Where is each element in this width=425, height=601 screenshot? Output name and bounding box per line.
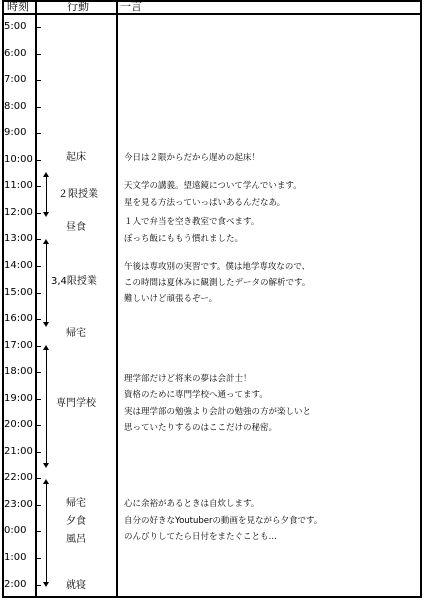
comment-periods-3-4-line: この時間は夏休みに観測したデータの解析です。 xyxy=(124,278,311,288)
comment-second-period-line: 星を見る方法っていっぱいあるんだなあ。 xyxy=(124,198,286,208)
comment-vocational-school-line: 思っていたりするのはここだけの秘密。 xyxy=(124,423,278,433)
activity-bath: 風呂 xyxy=(66,534,86,545)
time-label: 1:00 xyxy=(4,552,27,563)
time-label: 15:00 xyxy=(4,287,33,298)
time-label: 16:00 xyxy=(4,313,33,324)
time-label: 9:00 xyxy=(4,127,27,138)
duration-arrow-vocational-school xyxy=(46,349,47,464)
comment-periods-3-4-line: 難しいけど頑張るぞー。 xyxy=(124,294,218,304)
time-tick xyxy=(35,186,41,187)
comment-lunch-line: ぼっち飯にももう慣れました。 xyxy=(124,234,244,244)
time-tick xyxy=(35,585,41,586)
time-label: 7:00 xyxy=(4,74,27,85)
time-label: 6:00 xyxy=(4,48,27,59)
comment-evening-line: 自分の好きなYoutuberの動画を見ながら夕食です。 xyxy=(124,516,323,526)
comment-vocational-school-line: 実は理学部の勉強より会計の勉強の方が楽しいと xyxy=(124,407,312,417)
activity-return-home: 帰宅 xyxy=(66,498,86,509)
time-tick xyxy=(35,293,41,294)
time-label: 20:00 xyxy=(4,419,33,430)
column-divider-time xyxy=(35,0,37,598)
time-label: 22:00 xyxy=(4,472,33,483)
time-tick xyxy=(35,319,41,320)
time-label: 14:00 xyxy=(4,260,33,271)
activity-lunch: 昼食 xyxy=(66,222,86,233)
duration-arrow-evening xyxy=(46,483,47,583)
activity-vocational-school: 専門学校 xyxy=(56,398,96,409)
comment-second-period-line: 天文学の講義。望遠鏡について学んでいます。 xyxy=(124,181,302,191)
time-tick xyxy=(35,54,41,55)
time-label: 12:00 xyxy=(4,207,33,218)
header-divider xyxy=(2,13,422,15)
activity-go-home: 帰宅 xyxy=(66,328,86,339)
time-label: 0:00 xyxy=(4,525,27,536)
time-label: 23:00 xyxy=(4,499,33,510)
comment-wake-line: 今日は２限からだから遅めの起床！ xyxy=(124,153,261,163)
activity-periods-3-4: 3,4限授業 xyxy=(51,276,97,287)
time-tick xyxy=(35,27,41,28)
time-tick xyxy=(35,531,41,532)
time-tick xyxy=(35,160,41,161)
time-tick xyxy=(35,452,41,453)
time-label: 21:00 xyxy=(4,446,33,457)
duration-arrow-second-period xyxy=(46,176,47,213)
activity-sleep: 就寝 xyxy=(66,580,86,591)
header-time: 時刻 xyxy=(7,0,29,13)
activity-second-period: ２限授業 xyxy=(58,189,98,200)
header-comment: 一言 xyxy=(120,0,142,13)
time-tick xyxy=(35,425,41,426)
time-label: 8:00 xyxy=(4,101,27,112)
comment-vocational-school-line: 理学部だけど将来の夢は会計士！ xyxy=(124,374,252,384)
time-tick xyxy=(35,133,41,134)
time-label: 2:00 xyxy=(4,579,27,590)
activity-dinner: 夕食 xyxy=(66,516,86,527)
time-tick xyxy=(35,558,41,559)
time-tick xyxy=(35,80,41,81)
time-tick xyxy=(35,478,41,479)
time-label: 19:00 xyxy=(4,393,33,404)
time-tick xyxy=(35,346,41,347)
time-tick xyxy=(35,505,41,506)
comment-evening-line: のんびりしてたら日付をまたぐことも… xyxy=(124,532,278,542)
time-tick xyxy=(35,399,41,400)
time-label: 5:00 xyxy=(4,21,27,32)
comment-vocational-school-line: 資格のために専門学校へ通ってます。 xyxy=(124,390,268,400)
duration-arrow-periods-3-4 xyxy=(46,243,47,323)
comment-periods-3-4-line: 午後は専攻別の実習です。僕は地学専攻なので、 xyxy=(124,262,311,272)
activity-wake: 起床 xyxy=(66,152,86,163)
time-tick xyxy=(35,213,41,214)
column-divider-action xyxy=(116,0,118,598)
time-label: 18:00 xyxy=(4,366,33,377)
time-tick xyxy=(35,107,41,108)
time-label: 17:00 xyxy=(4,340,33,351)
header-action: 行動 xyxy=(67,0,89,13)
time-tick xyxy=(35,266,41,267)
time-label: 11:00 xyxy=(4,180,33,191)
time-tick xyxy=(35,372,41,373)
time-label: 10:00 xyxy=(4,154,33,165)
comment-lunch-line: １人で弁当を空き教室で食べます。 xyxy=(124,217,260,227)
time-tick xyxy=(35,239,41,240)
time-label: 13:00 xyxy=(4,233,33,244)
comment-evening-line: 心に余裕があるときは自炊します。 xyxy=(124,499,260,509)
